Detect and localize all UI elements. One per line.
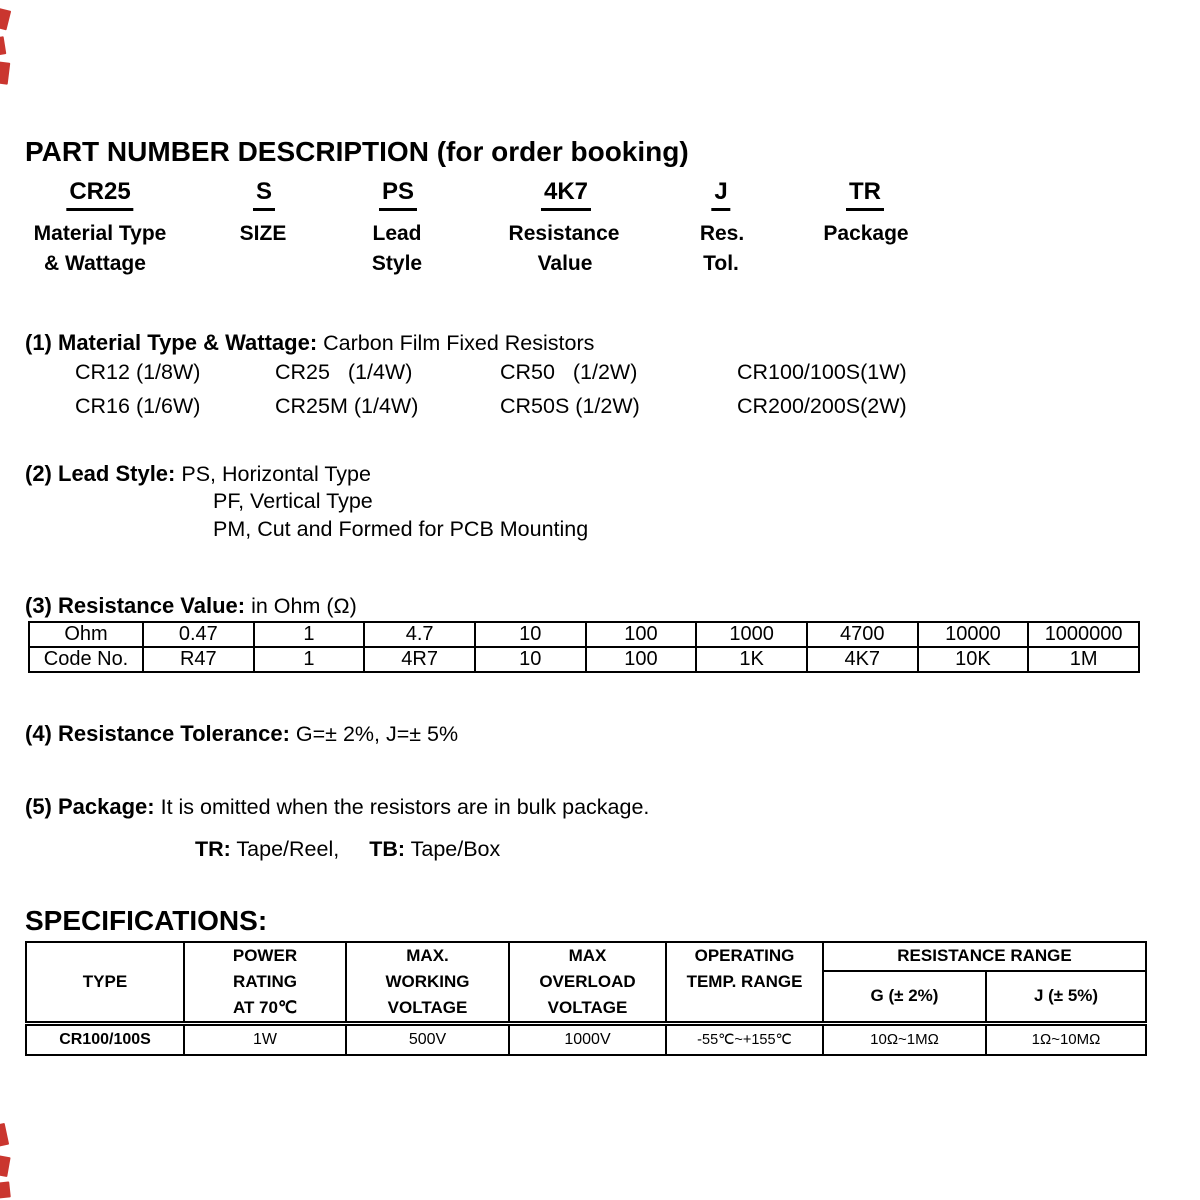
res-code-value: 100 xyxy=(586,647,697,672)
spec-header-g: G (± 2%) xyxy=(823,971,986,1024)
package-code-tr: TR: xyxy=(195,837,231,861)
package-desc-tb: Tape/Box xyxy=(410,837,501,861)
red-edge-artifact xyxy=(0,61,10,84)
package-desc-tr: Tape/Reel, xyxy=(236,837,340,861)
table-row xyxy=(29,647,1139,672)
res-ohm-value: 10 xyxy=(475,622,586,647)
material-item: CR25M (1/4W) xyxy=(275,394,419,418)
section-1-heading-bold: (1) Material Type & Wattage: xyxy=(25,330,318,355)
spec-header-line: MAX xyxy=(568,946,607,965)
spec-header-power xyxy=(184,942,346,1024)
section-2-heading-bold: (2) Lead Style: xyxy=(25,461,176,486)
label-resistance: Resistance xyxy=(508,222,620,245)
spec-header-type: TYPE xyxy=(26,942,184,1024)
red-edge-artifact xyxy=(0,1155,11,1177)
table-row xyxy=(26,942,1146,971)
res-ohm-value: 4700 xyxy=(807,622,918,647)
label-style: Style xyxy=(371,252,423,275)
label-lead: Lead xyxy=(372,222,422,245)
section-4-heading xyxy=(25,721,458,747)
res-ohm-value: 100 xyxy=(586,622,697,647)
res-ohm-header: Ohm xyxy=(29,622,143,647)
spec-header-max-overload xyxy=(509,942,666,1024)
section-3-subtitle: in Ohm (Ω) xyxy=(251,594,357,618)
lead-style-line-1: PS, Horizontal Type xyxy=(181,462,371,486)
res-code-value: 1 xyxy=(254,647,365,672)
res-code-header: Code No. xyxy=(29,647,143,672)
label-size: SIZE xyxy=(239,222,287,245)
spec-cell-op-temp: -55℃~+155℃ xyxy=(666,1024,823,1055)
label-res: Res. xyxy=(699,222,745,245)
spec-header-j: J (± 5%) xyxy=(986,971,1146,1024)
spec-cell-type: CR100/100S xyxy=(26,1024,184,1055)
section-5-heading-bold: (5) Package: xyxy=(25,794,155,819)
spec-header-line: OVERLOAD xyxy=(539,972,636,991)
part-code-material: CR25 xyxy=(66,178,133,211)
spec-header-line: AT 70℃ xyxy=(232,998,298,1017)
spec-cell-j-range: 1Ω~10MΩ xyxy=(986,1024,1146,1055)
part-code-resistance: 4K7 xyxy=(541,178,591,211)
red-edge-artifact xyxy=(0,1181,11,1198)
res-ohm-value: 1000 xyxy=(696,622,807,647)
spec-header-op-temp xyxy=(666,942,823,1024)
section-1-heading xyxy=(25,330,594,356)
section-4-heading-bold: (4) Resistance Tolerance: xyxy=(25,721,290,746)
package-code-tb: TB: xyxy=(369,837,406,861)
spec-cell-max-working: 500V xyxy=(346,1024,509,1055)
res-code-value: 10K xyxy=(918,647,1029,672)
material-item: CR25 (1/4W) xyxy=(275,360,413,384)
material-item: CR50S (1/2W) xyxy=(500,394,640,418)
part-code-tolerance: J xyxy=(711,178,730,211)
lead-style-line-2: PF, Vertical Type xyxy=(213,489,373,513)
spec-cell-g-range: 10Ω~1MΩ xyxy=(823,1024,986,1055)
res-code-value: 4K7 xyxy=(807,647,918,672)
label-wattage: & Wattage xyxy=(44,252,146,275)
package-text: It is omitted when the resistors are in bulk package. xyxy=(160,795,650,819)
part-code-package: TR xyxy=(846,178,884,211)
section-2-heading xyxy=(25,461,371,487)
table-row xyxy=(29,622,1139,647)
package-options xyxy=(195,837,500,862)
spec-header-line: WORKING xyxy=(385,972,470,991)
table-row xyxy=(26,1024,1146,1055)
res-code-value: R47 xyxy=(143,647,254,672)
spec-cell-max-overload: 1000V xyxy=(509,1024,666,1055)
spec-header-line: POWER xyxy=(232,946,298,965)
material-item: CR16 (1/6W) xyxy=(75,394,201,418)
res-code-value: 4R7 xyxy=(364,647,475,672)
label-tol: Tol. xyxy=(703,252,739,275)
material-item: CR50 (1/2W) xyxy=(500,360,638,384)
spec-header-line: VOLTAGE xyxy=(387,998,468,1017)
spec-cell-power: 1W xyxy=(184,1024,346,1055)
part-code-size: S xyxy=(253,178,275,211)
res-ohm-value: 1 xyxy=(254,622,365,647)
resistance-code-table xyxy=(28,621,1140,673)
res-code-value: 1K xyxy=(696,647,807,672)
spec-header-line: VOLTAGE xyxy=(547,998,628,1017)
material-item: CR100/100S(1W) xyxy=(737,360,907,384)
spec-header-resistance-range: RESISTANCE RANGE xyxy=(823,942,1146,971)
label-value: Value xyxy=(537,252,593,275)
red-edge-artifact xyxy=(0,36,6,56)
label-material-type: Material Type xyxy=(33,222,167,245)
page-title: PART NUMBER DESCRIPTION (for order booking) xyxy=(25,136,689,167)
res-code-value: 10 xyxy=(475,647,586,672)
material-item: CR200/200S(2W) xyxy=(737,394,907,418)
spec-header-line: MAX. xyxy=(406,946,449,965)
res-ohm-value: 0.47 xyxy=(143,622,254,647)
part-code-lead-style: PS xyxy=(379,178,417,211)
spec-header-line: TEMP. RANGE xyxy=(686,972,803,991)
section-3-heading-bold: (3) Resistance Value: xyxy=(25,593,246,618)
spec-header-max-working xyxy=(346,942,509,1024)
res-ohm-value: 1000000 xyxy=(1028,622,1139,647)
res-ohm-value: 4.7 xyxy=(364,622,475,647)
specifications-heading: SPECIFICATIONS: xyxy=(25,905,268,936)
section-3-heading xyxy=(25,593,357,619)
res-code-value: 1M xyxy=(1028,647,1139,672)
label-package: Package xyxy=(823,222,909,245)
material-item: CR12 (1/8W) xyxy=(75,360,201,384)
section-1-subtitle: Carbon Film Fixed Resistors xyxy=(323,331,595,355)
section-5-heading xyxy=(25,794,649,820)
res-ohm-value: 10000 xyxy=(918,622,1029,647)
lead-style-line-3: PM, Cut and Formed for PCB Mounting xyxy=(213,517,589,541)
tolerance-values: G=± 2%, J=± 5% xyxy=(295,722,459,746)
specifications-table xyxy=(25,941,1147,1056)
red-edge-artifact xyxy=(0,8,11,31)
spec-header-line: RATING xyxy=(233,972,297,991)
red-edge-artifact xyxy=(0,1123,9,1147)
spec-header-line: OPERATING xyxy=(694,946,795,965)
